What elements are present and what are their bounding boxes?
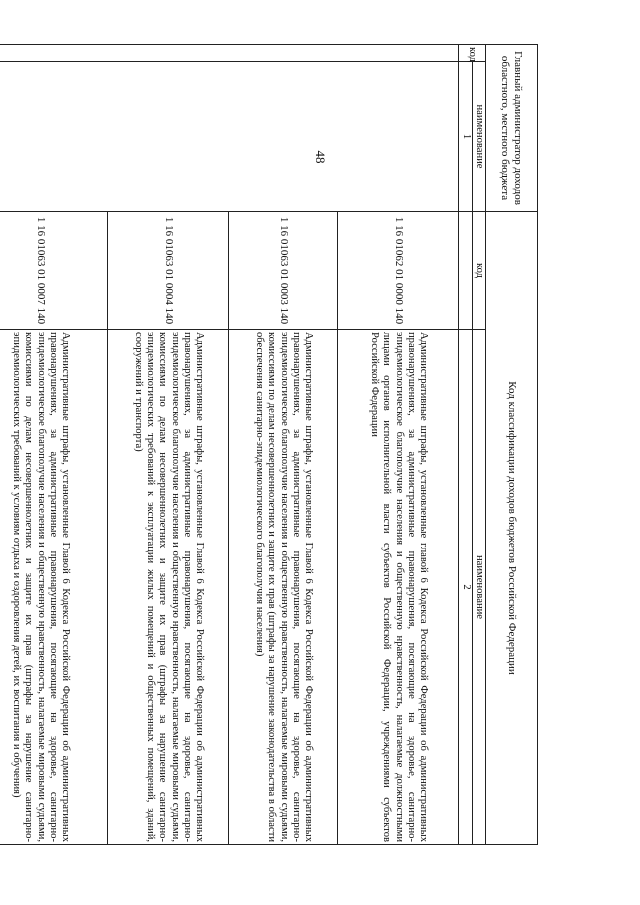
- row-code: 1 16 01063 01 0007 140: [0, 212, 108, 330]
- row-text: Административные штрафы, установленные Главой 6 Кодекса Российской Федерации об административных правонарушениях, за административные правонарушения, посягающие на здоровье, санитарно-эпидемиологическое благополучие населения и общественную нравственность, налагаемые мировыми судьями, комиссиями по делам несовершеннолетних и защите их прав (штрафы за нарушение законодательства в области обеспечения санитарно-эпидемиологического благополучия населения): [229, 330, 338, 845]
- col-naimenovanie-admin: наименование: [472, 62, 485, 212]
- rotated-table-container: [10, 44, 538, 844]
- row-code: 1 16 01062 01 0000 140: [338, 212, 459, 330]
- header-admin: Главный администратор доходов областного, местного бюджета: [486, 45, 538, 212]
- row-text: Административные штрафы, установленные Главой 6 Кодекса Российской Федерации об административных правонарушениях, за административные правонарушения, посягающие на здоровье, санитарно-эпидемиологическое благополучие населения и общественную нравственность, налагаемые мировыми судьями, комиссиями по делам несовершеннолетних и защите их прав (штрафы за нарушение санитарно-эпидемиологических требований к эксплуатации жилых помещений и общественных помещений, зданий, сооружений и транспорта): [108, 330, 229, 845]
- admin-name-cell: [0, 62, 459, 212]
- row-code: 1 16 01063 01 0004 140: [108, 212, 229, 330]
- page-number: 48: [313, 150, 328, 164]
- row-text: Административные штрафы, установленные главой 6 Кодекса Российской Федерации об административных правонарушениях, за административные правонарушения, посягающие на здоровье, санитарно-эпидемиологическое благополучие населения и общественную нравственность, налагаемые должностными лицами органов исполнительной власти субъектов Российской Федерации, учреждениями субъектов Российской Федерации: [338, 330, 459, 845]
- revenue-classification-table: [0, 44, 538, 845]
- col-number-1: 1: [459, 62, 472, 212]
- row-text: Административные штрафы, установленные Главой 6 Кодекса Российской Федерации об административных правонарушениях, за административные правонарушения, посягающие на здоровье, санитарно-эпидемиологическое благополучие населения и общественную нравственность, налагаемые мировыми судьями, комиссиями по делам несовершеннолетних и защите их прав (штрафы за нарушение санитарно-эпидемиологических требований к условиям отдыха и оздоровления детей, их воспитания и обучения): [0, 330, 108, 845]
- table-subheader-row: [472, 45, 485, 845]
- col-number-2: 2: [459, 330, 472, 845]
- col-naimenovanie-classification: наименование: [472, 330, 485, 845]
- table-number-row: [459, 45, 472, 845]
- table-header-row: [486, 45, 538, 845]
- row-code: 1 16 01063 01 0003 140: [229, 212, 338, 330]
- col-kod-admin: код: [459, 45, 486, 62]
- header-classification: Код классификации доходов бюджетов Российской Федерации: [486, 212, 538, 845]
- col-kod-classification: код: [472, 212, 485, 330]
- table-row: [338, 45, 459, 845]
- admin-kod-cell: [0, 45, 459, 62]
- col-number-empty: [459, 212, 472, 330]
